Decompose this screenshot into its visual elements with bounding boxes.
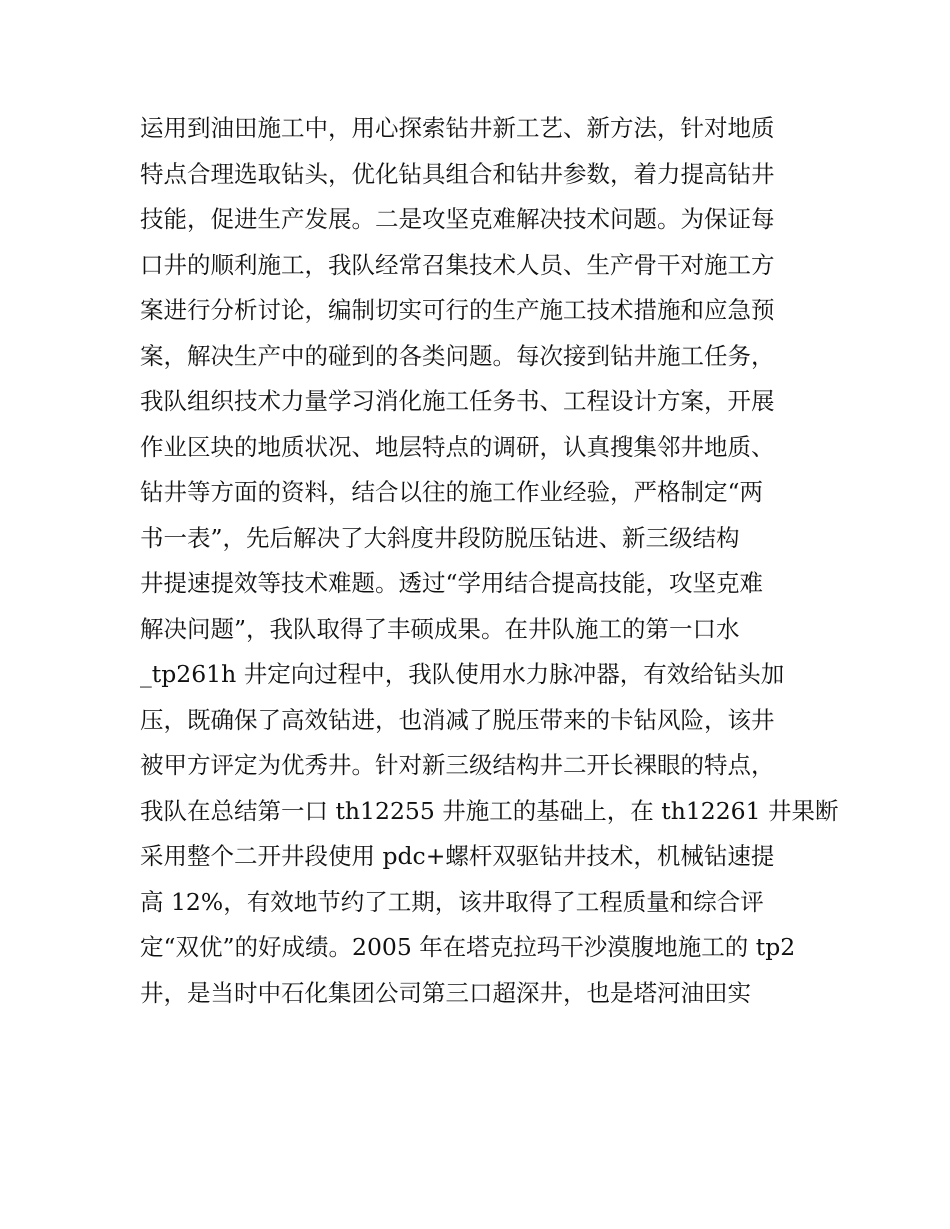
text-line: 压，既确保了高效钻进，也消减了脱压带来的卡钻风险，该井 — [140, 705, 775, 734]
text-line: 井提速提效等技术难题。透过“学用结合提高技能，攻坚克难 — [140, 569, 764, 597]
text-line: 我队组织技术力量学习消化施工任务书、工程设计方案，开展 — [140, 387, 775, 415]
text-line: 技能，促进生产发展。二是攻坚克难解决技术问题。为保证每 — [140, 205, 775, 233]
text-line: 解决问题”，我队取得了丰硕成果。在井队施工的第一口水 — [140, 614, 740, 643]
text-line: 案进行分析讨论，编制切实可行的生产施工技术措施和应急预 — [140, 296, 775, 324]
text-line: 我队在总结第一口 th12255 井施工的基础上，在 th12261 井果断 — [140, 796, 839, 825]
text-line: _tp261h 井定向过程中，我队使用水力脉冲器，有效给钻头加 — [140, 660, 785, 688]
text-line: 被甲方评定为优秀井。针对新三级结构井二开长裸眼的特点， — [140, 751, 775, 779]
text-line: 采用整个二开井段使用 pdc+螺杆双驱钻井技术，机械钻速提 — [140, 842, 775, 870]
text-line: 高 12%，有效地节约了工期，该井取得了工程质量和综合评 — [140, 887, 764, 916]
text-line: 井，是当时中石化集团公司第三口超深井，也是塔河油田实 — [140, 978, 751, 1007]
text-line: 书一表”，先后解决了大斜度井段防脱压钻进、新三级结构 — [140, 523, 740, 552]
body-text — [140, 106, 839, 1016]
text-line: 定“双优”的好成绩。2005 年在塔克拉玛干沙漠腹地施工的 tp2 — [140, 933, 796, 961]
text-line: 钻井等方面的资料，结合以往的施工作业经验，严格制定“两 — [140, 478, 764, 506]
text-line: 特点合理选取钻头，优化钻具组合和钻井参数，着力提高钻井 — [140, 159, 775, 188]
text-line: 作业区块的地质状况、地层特点的调研，认真搜集邻井地质、 — [140, 432, 775, 461]
text-line: 案，解决生产中的碰到的各类问题。每次接到钻井施工任务， — [140, 341, 775, 370]
text-line: 口井的顺利施工，我队经常召集技术人员、生产骨干对施工方 — [140, 250, 775, 279]
text-line: 运用到油田施工中，用心探索钻井新工艺、新方法，针对地质 — [140, 114, 775, 142]
